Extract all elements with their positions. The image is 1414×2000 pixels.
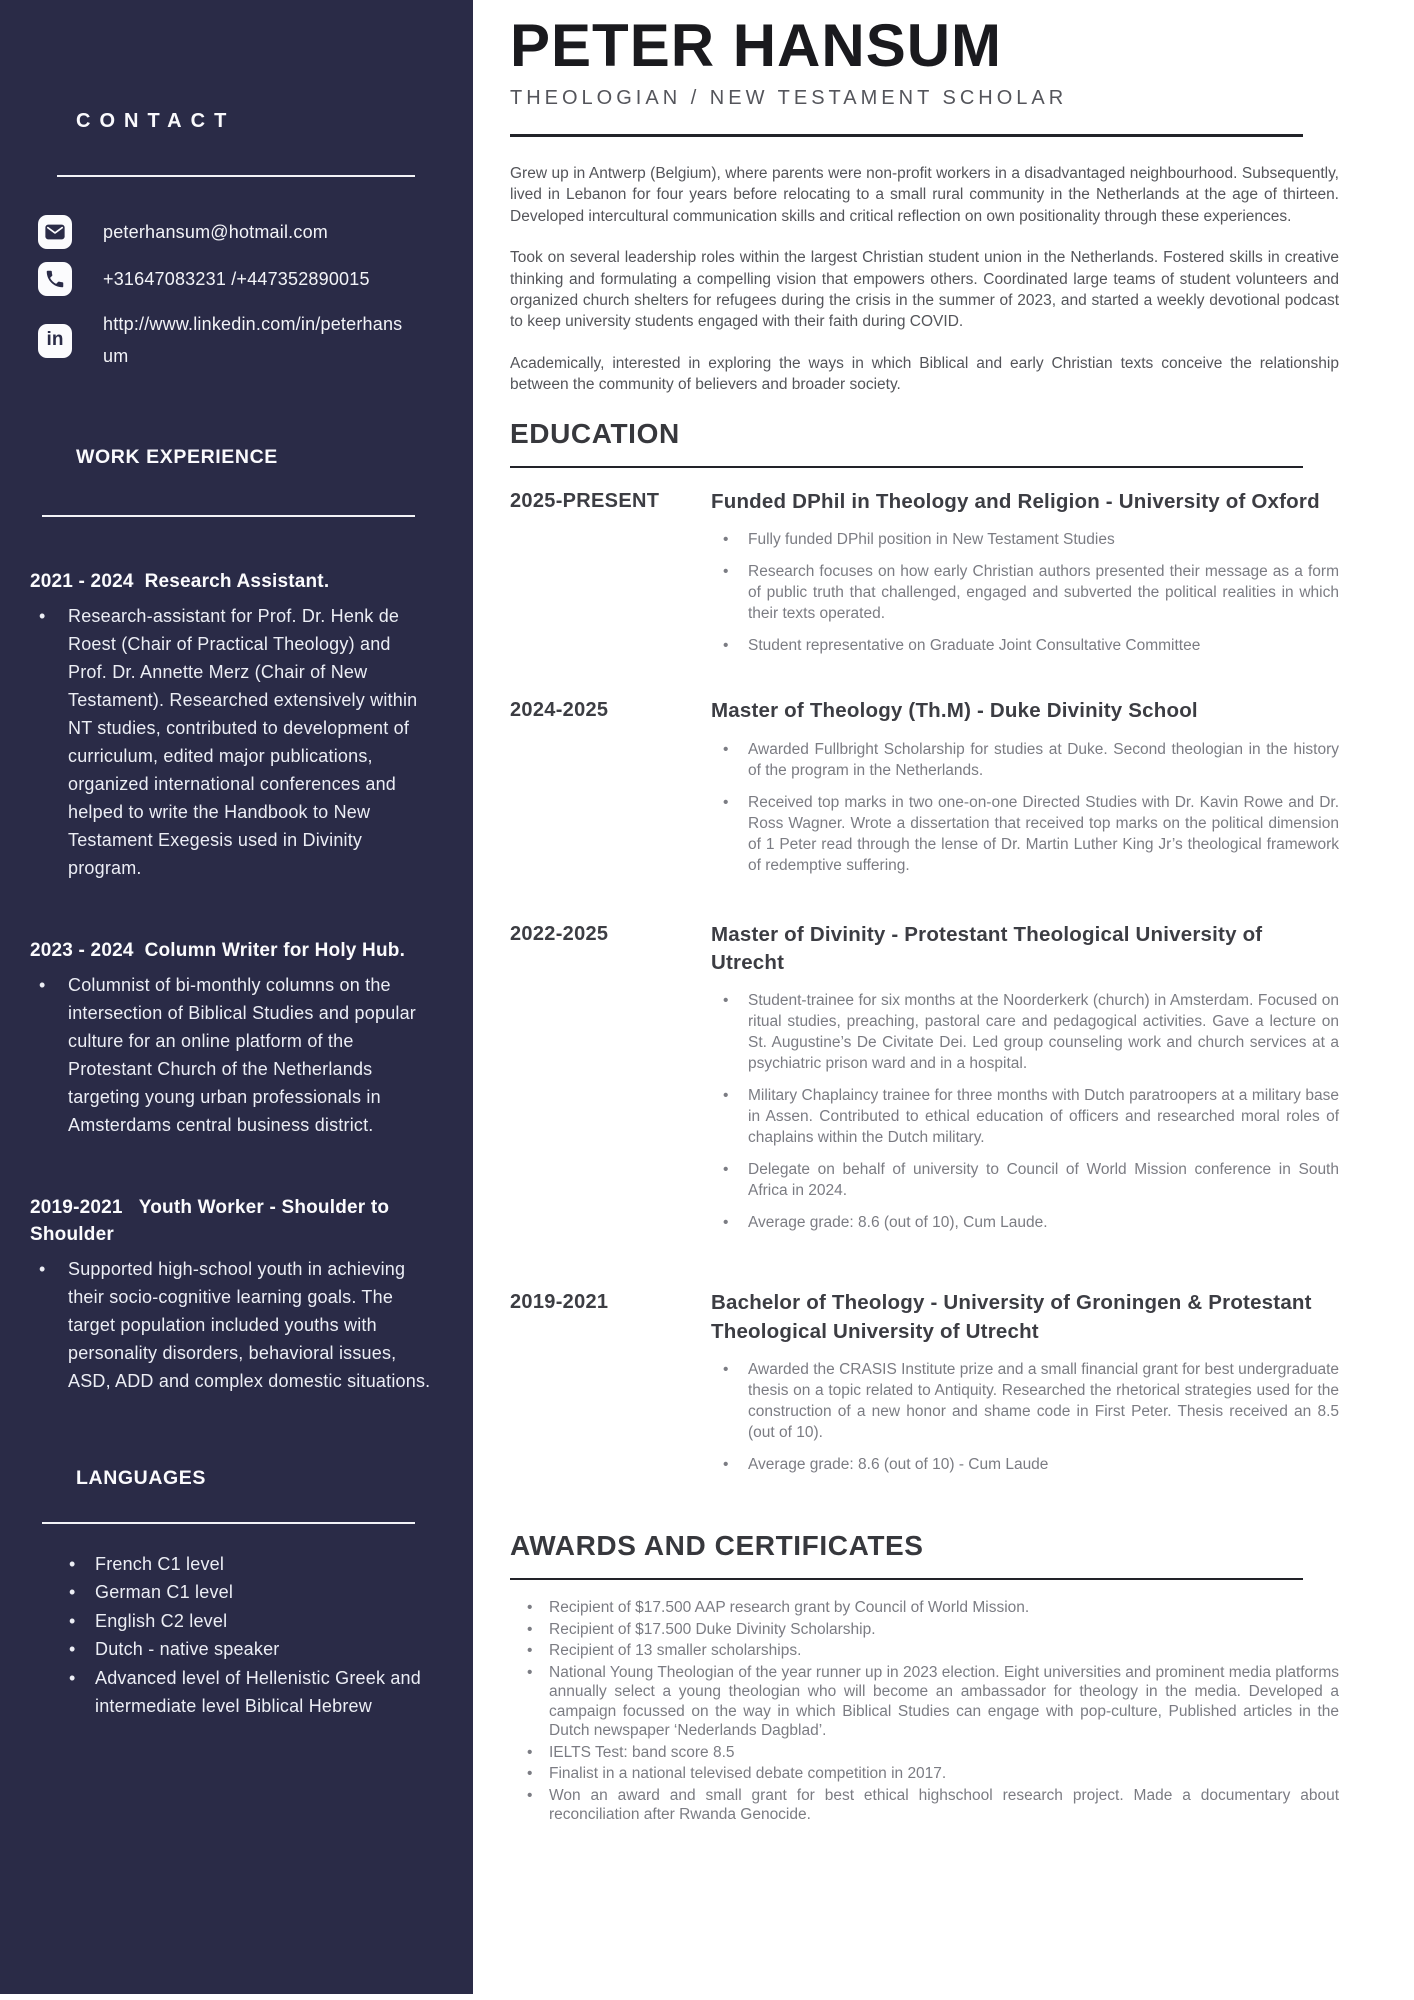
- person-title: THEOLOGIAN / NEW TESTAMENT SCHOLAR: [510, 87, 1068, 109]
- languages-list: [52, 1550, 443, 1721]
- header-divider: [510, 134, 1303, 137]
- summary-paragraph: Took on several leadership roles within the largest Christian student union in the Netherlands. Fostered skills in creative thinking and formulating a compelling vision that empowers others. Coordinated large teams of student volunteers and organized church shelters for refugees during the crisis in the summer of 2023, and started a weekly devotional podcast to keep university students engaged with their faith during COVID.: [510, 249, 1339, 331]
- language-item: • Advanced level of Hellenistic Greek and intermediate level Biblical Hebrew: [52, 1664, 443, 1721]
- awards-section: [510, 1530, 1339, 1825]
- work-entry: [30, 569, 433, 882]
- education-title: Bachelor of Theology - University of Groningen & Protestant Theological University of Utrecht: [711, 1291, 1312, 1343]
- awards-heading: AWARDS AND CERTIFICATES: [510, 1529, 924, 1561]
- education-heading: EDUCATION: [510, 417, 680, 449]
- award-bullet: • National Young Theologian of the year runner up in 2023 election. Eight universities and prominent media platforms annually select a young theologian who will become an ambassador for theology in the media. Developed a campaign focussed on the way in which Biblical Studies can engage with pop-culture, Published articles in the Dutch newspaper ‘Nederlands Dagblad’.: [510, 1663, 1339, 1741]
- contact-email: peterhansum@hotmail.com: [103, 221, 328, 242]
- education-section: [510, 418, 1339, 1486]
- education-dates: 2022-2025: [510, 922, 609, 945]
- education-bullet: • Student-trainee for six months at the Noorderkerk (church) in Amsterdam. Focused on ritual studies, preaching, pastoral care and pedagogical activities. Gave a lecture on St. Augustine’s De Civitate Dei. Led group counseling work and church services at a psychiatric prison ward and in a hospital.: [711, 990, 1339, 1074]
- work-experience-heading: WORK EXPERIENCE: [76, 446, 278, 468]
- awards-divider: [510, 1578, 1303, 1581]
- education-title: Funded DPhil in Theology and Religion - University of Oxford: [711, 490, 1320, 514]
- work-entry-title: 2021 - 2024 Research Assistant.: [30, 571, 330, 592]
- education-bullet: • Awarded Fullbright Scholarship for studies at Duke. Second theologian in the history of the program in the Netherlands.: [711, 739, 1339, 781]
- phone-icon: [38, 262, 72, 296]
- education-bullet: • Research focuses on how early Christian authors presented their message as a form of public truth that challenged, engaged and subverted the political realities in which their texts operated.: [711, 561, 1339, 624]
- education-bullet: • Military Chaplaincy trainee for three months with Dutch paratroopers at a military base in Assen. Contributed to ethical education of officers and researched moral roles of chaplains within the Dutch military.: [711, 1085, 1339, 1148]
- contact-phone-row[interactable]: [38, 262, 445, 296]
- award-bullet: • Finalist in a national televised debate competition in 2017.: [510, 1764, 1339, 1784]
- education-title: Master of Divinity - Protestant Theological University of Utrecht: [711, 922, 1263, 974]
- awards-list: [510, 1598, 1339, 1825]
- education-entry: [510, 697, 1339, 886]
- work-entry-title: 2023 - 2024 Column Writer for Holy Hub.: [30, 939, 406, 961]
- email-icon: [38, 215, 72, 249]
- contact-divider: [57, 175, 415, 177]
- work-entry-bullet: • Research-assistant for Prof. Dr. Henk de Roest (Chair of Practical Theology) and Prof. Dr. Annette Merz (Chair of New Testament). Researched extensively within NT studies, contributed to development of curriculum, edited major publications, organized international conferences and helped to write the Handbook to New Testament Exegesis used in Divinity program.: [30, 602, 433, 882]
- work-experience-divider: [42, 515, 415, 517]
- education-bullet: • Awarded the CRASIS Institute prize and a small financial grant for best undergraduate thesis on a topic related to Antiquity. Researched the rhetorical strategies used for the construction of a new honor and shame code in First Peter. Thesis received an 8.5 (out of 10).: [711, 1359, 1339, 1443]
- summary-paragraph: Academically, interested in exploring the ways in which Biblical and early Christian texts conceive the relationship between the community of believers and broader society.: [510, 354, 1339, 394]
- language-item: • Dutch - native speaker: [52, 1635, 443, 1664]
- language-item: • German C1 level: [52, 1578, 443, 1607]
- work-entry-bullet: • Columnist of bi-monthly columns on the intersection of Biblical Studies and popular culture for an online platform of the Protestant Church of the Netherlands targeting young urban professionals in Amsterdams central business district.: [30, 971, 433, 1139]
- profile-summary: [510, 163, 1339, 396]
- education-bullet: • Received top marks in two one-on-one Directed Studies with Dr. Kavin Rowe and Dr. Ross Wagner. Wrote a dissertation that received top marks on the political dimension of 1 Peter read through the lense of Dr. Martin Luther King Jr’s theological framework of redemptive suffering.: [711, 792, 1339, 876]
- contact-phone: +31647083231 /+447352890015: [103, 268, 370, 289]
- language-item: • French C1 level: [52, 1550, 443, 1579]
- education-bullet: • Average grade: 8.6 (out of 10), Cum Laude.: [711, 1212, 1339, 1233]
- education-bullet: • Fully funded DPhil position in New Testament Studies: [711, 529, 1339, 550]
- education-bullet: • Student representative on Graduate Joint Consultative Committee: [711, 635, 1339, 656]
- education-bullet: • Delegate on behalf of university to Council of World Mission conference in South Africa in 2024.: [711, 1159, 1339, 1201]
- award-bullet: • IELTS Test: band score 8.5: [510, 1743, 1339, 1763]
- language-item: • English C2 level: [52, 1607, 443, 1636]
- contact-email-row[interactable]: [38, 215, 445, 249]
- education-bullet: • Average grade: 8.6 (out of 10) - Cum Laude: [711, 1454, 1339, 1475]
- contact-list: [38, 215, 445, 372]
- award-bullet: • Recipient of 13 smaller scholarships.: [510, 1641, 1339, 1661]
- person-name: PETER HANSUM: [510, 12, 1003, 79]
- award-bullet: • Recipient of $17.500 AAP research grant by Council of World Mission.: [510, 1598, 1339, 1618]
- work-entry: [30, 938, 433, 1139]
- education-entry: [510, 488, 1339, 667]
- education-dates: 2024-2025: [510, 699, 609, 722]
- award-bullet: • Won an award and small grant for best ethical highschool research project. Made a documentary about reconciliation after Rwanda Genocide.: [510, 1786, 1339, 1825]
- work-entry-bullet: • Supported high-school youth in achieving their socio-cognitive learning goals. The target population included youths with personality disorders, behavioral issues, ASD, ADD and complex domestic situations.: [30, 1255, 433, 1395]
- education-title: Master of Theology (Th.M) - Duke Divinity School: [711, 699, 1198, 723]
- award-bullet: • Recipient of $17.500 Duke Divinity Scholarship.: [510, 1620, 1339, 1640]
- work-experience-list: [30, 569, 433, 1395]
- work-entry: [30, 1195, 433, 1395]
- summary-paragraph: Grew up in Antwerp (Belgium), where parents were non-profit workers in a disadvantaged neighbourhood. Subsequently, lived in Lebanon for four years before relocating to a small rural community in the Netherlands at the age of thirteen. Developed intercultural communication skills and critical reflection on own positionality through these experiences.: [510, 165, 1339, 225]
- main-content: [473, 0, 1414, 2000]
- work-entry-title: 2019-2021 Youth Worker - Shoulder to Shoulder: [30, 1196, 395, 1245]
- languages-divider: [42, 1522, 415, 1524]
- education-dates: 2025-PRESENT: [510, 490, 660, 513]
- education-divider: [510, 466, 1303, 469]
- contact-linkedin-row[interactable]: [38, 309, 445, 372]
- sidebar: [0, 0, 473, 1994]
- linkedin-icon: in: [38, 324, 72, 358]
- languages-heading: LANGUAGES: [76, 1466, 206, 1489]
- education-entry: [510, 1289, 1339, 1486]
- education-entry: [510, 921, 1339, 1245]
- contact-heading: CONTACT: [76, 110, 236, 132]
- contact-linkedin: http://www.linkedin.com/in/peterhansum: [103, 314, 403, 366]
- education-dates: 2019-2021: [510, 1291, 609, 1314]
